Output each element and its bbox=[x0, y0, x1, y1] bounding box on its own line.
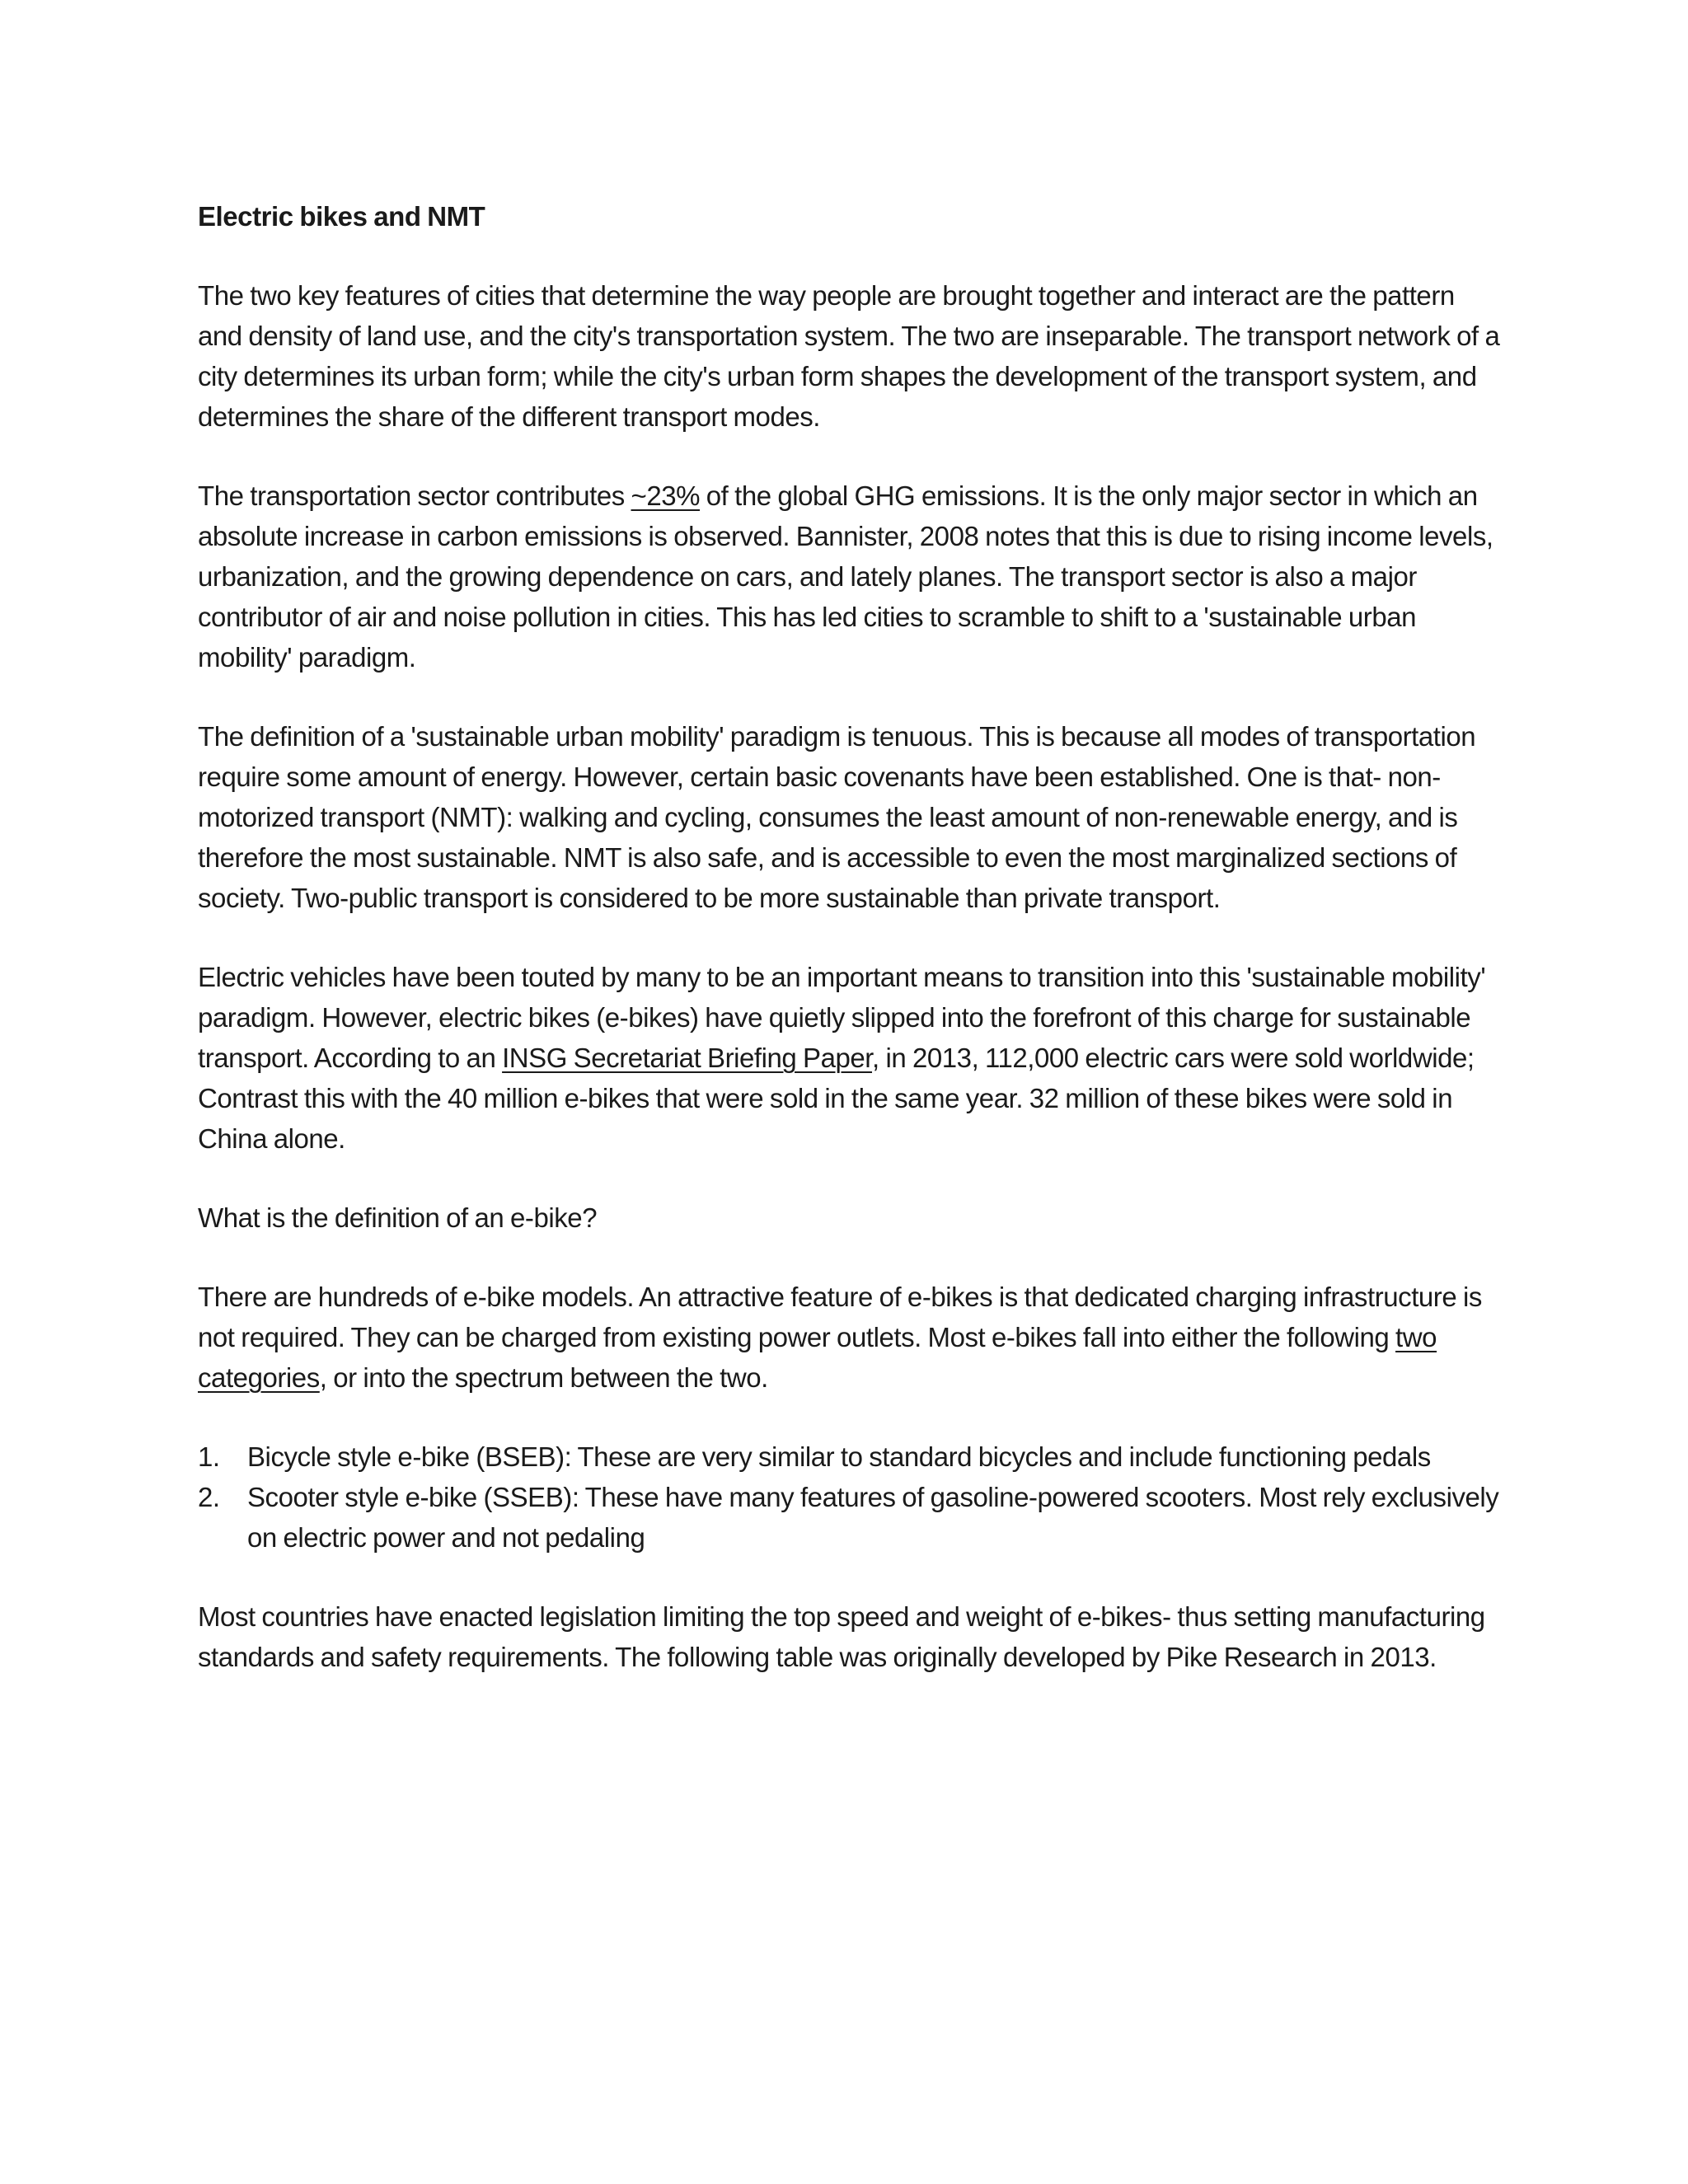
paragraph-text: , in 2013, 112,000 electric cars were sold worldwide; Contrast this with the 40 million e-bikes that were sold in the same year. 32 million of these bikes were sold in China alone. bbox=[198, 1043, 1475, 1154]
ghg-percentage-link[interactable]: ~23% bbox=[631, 480, 701, 511]
document-title: Electric bikes and NMT bbox=[198, 201, 485, 232]
paragraph-text: , or into the spectrum between the two. bbox=[319, 1362, 768, 1393]
list-item-number: 1. bbox=[198, 1441, 220, 1472]
paragraph-legislation: Most countries have enacted legislation limiting the top speed and weight of e-bikes- thus setting manufacturing standards and safety requirements. The following table was originally developed by Pike Research in 2013. bbox=[198, 1601, 1485, 1672]
paragraph-text: The transportation sector contributes bbox=[198, 480, 631, 511]
paragraph-ghg-emissions bbox=[198, 476, 1500, 677]
two-categories-link[interactable]: two categories bbox=[198, 1322, 1437, 1393]
list-item-text: Bicycle style e-bike (BSEB): These are very similar to standard bicycles and include functioning pedals bbox=[247, 1441, 1431, 1472]
list-item-text: Scooter style e-bike (SSEB): These have many features of gasoline-powered scooters. Most rely exclusively on electric power and not pedaling bbox=[247, 1482, 1499, 1553]
paragraph-urban-form: The two key features of cities that determine the way people are brought together and interact are the pattern and density of land use, and the city's transportation system. The two are inseparable. The transport network of a city determines its urban form; while the city's urban form shapes the development of the transport system, and determines the share of the different transport modes. bbox=[198, 280, 1500, 432]
ebike-category-list bbox=[198, 1436, 1500, 1558]
paragraph-text: There are hundreds of e-bike models. An attractive feature of e-bikes is that dedicated charging infrastructure is not required. They can be charged from existing power outlets. Most e-bikes fall into either the following bbox=[198, 1282, 1482, 1352]
paragraph-ebike-question: What is the definition of an e-bike? bbox=[198, 1202, 598, 1233]
paragraph-text: of the global GHG emissions. It is the only major sector in which an absolute increase in carbon emissions is observed. Bannister, 2008 notes that this is due to rising income levels, urbanization, and the growing dependence on cars, and lately planes. The transport sector is also a major contributor of air and noise pollution in cities. This has led cities to scramble to shift to a 'sustainable urban mobility' paradigm. bbox=[198, 480, 1493, 673]
document-body bbox=[198, 196, 1500, 1716]
paragraph-electric-vehicles bbox=[198, 957, 1500, 1159]
insg-briefing-paper-link[interactable]: INSG Secretariat Briefing Paper bbox=[502, 1043, 873, 1073]
paragraph-sustainable-mobility-definition: The definition of a 'sustainable urban mobility' paradigm is tenuous. This is because all modes of transportation require some amount of energy. However, certain basic covenants have been established. One is that- non-motorized transport (NMT): walking and cycling, consumes the least amount of non-renewable energy, and is therefore the most sustainable. NMT is also safe, and is accessible to even the most marginalized sections of society. Two-public transport is considered to be more sustainable than private transport. bbox=[198, 721, 1476, 913]
paragraph-text: Electric vehicles have been touted by many to be an important means to transition into this 'sustainable mobility' paradigm. However, electric bikes (e-bikes) have quietly slipped into the forefront of this charge for sustainable transport. According to an bbox=[198, 962, 1486, 1073]
list-item bbox=[198, 1436, 1500, 1477]
list-item bbox=[198, 1477, 1500, 1558]
paragraph-ebike-models bbox=[198, 1277, 1500, 1398]
list-item-number: 2. bbox=[198, 1482, 220, 1512]
